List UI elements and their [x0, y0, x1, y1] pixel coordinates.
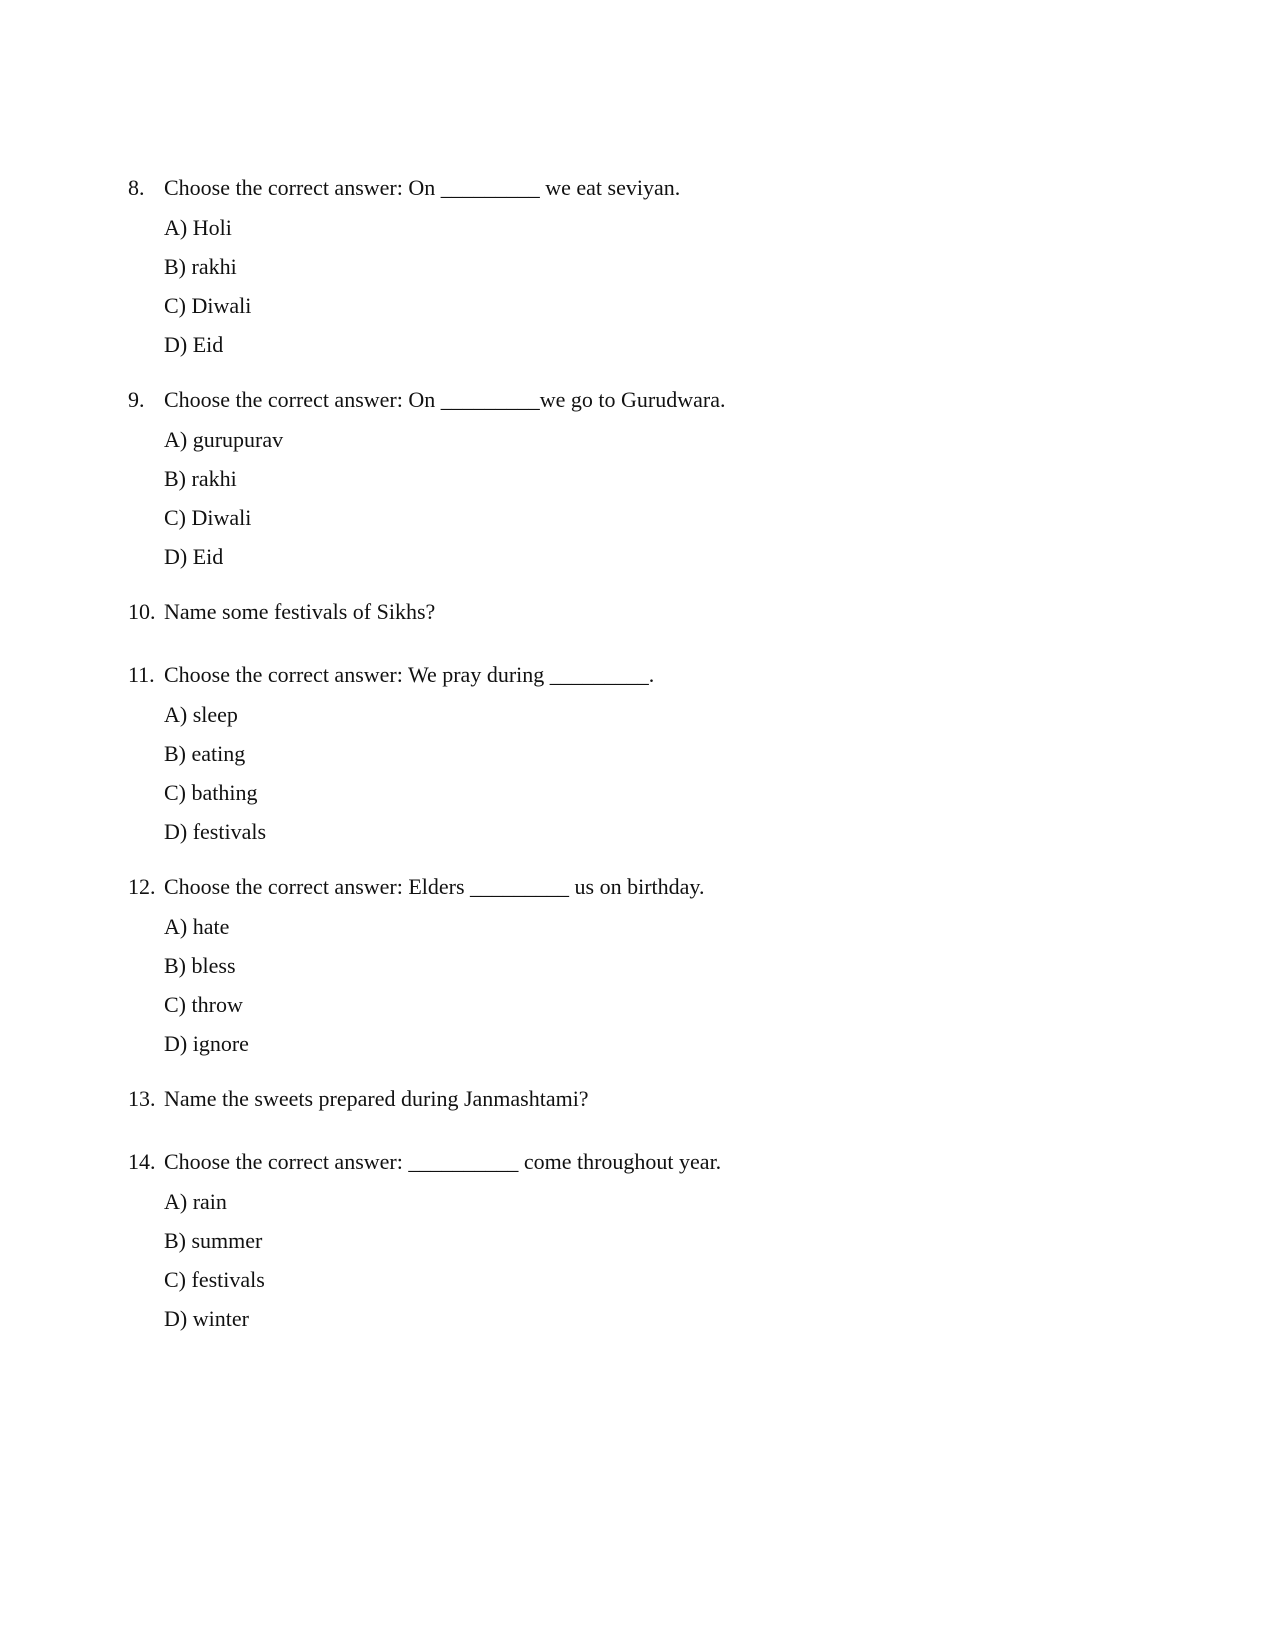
question-text: Choose the correct answer: Elders _________ us on birthday.: [164, 874, 705, 899]
question-line: [128, 173, 1128, 203]
answer-option: C) Diwali: [164, 293, 252, 318]
question-line: [128, 872, 1128, 902]
question-number: 14.: [128, 1149, 156, 1174]
answer-option: A) sleep: [164, 702, 238, 727]
question-9: [128, 385, 1128, 581]
question-number: 10.: [128, 599, 156, 624]
question-number: 9.: [128, 387, 145, 412]
question-11: [128, 660, 1128, 856]
question-number: 8.: [128, 175, 145, 200]
question-number: 12.: [128, 874, 156, 899]
question-number: 11.: [128, 662, 155, 687]
answer-options: [164, 425, 1128, 581]
question-text: Name the sweets prepared during Janmashtami?: [164, 1086, 589, 1111]
question-text: Choose the correct answer: On _________we go to Gurudwara.: [164, 387, 726, 412]
question-12: [128, 872, 1128, 1068]
question-8: [128, 173, 1128, 369]
answer-options: [164, 1187, 1128, 1343]
answer-option: B) rakhi: [164, 254, 237, 279]
answer-option: B) rakhi: [164, 466, 237, 491]
answer-option: C) Diwali: [164, 505, 252, 530]
question-line: [128, 1147, 1128, 1177]
answer-options: [164, 700, 1128, 856]
question-line: [128, 660, 1128, 690]
question-line: [128, 385, 1128, 415]
answer-option: D) winter: [164, 1306, 249, 1331]
answer-option: D) festivals: [164, 819, 267, 844]
answer-option: A) Holi: [164, 215, 232, 240]
answer-option: A) rain: [164, 1189, 227, 1214]
answer-option: B) summer: [164, 1228, 263, 1253]
answer-option: C) festivals: [164, 1267, 265, 1292]
answer-options: [164, 912, 1128, 1068]
question-text: Choose the correct answer: __________ come throughout year.: [164, 1149, 722, 1174]
answer-option: A) hate: [164, 914, 230, 939]
answer-options: [164, 213, 1128, 369]
question-text: Choose the correct answer: We pray during _________.: [164, 662, 655, 687]
question-text: Choose the correct answer: On _________ we eat seviyan.: [164, 175, 681, 200]
question-13: [128, 1084, 1128, 1114]
answer-option: B) bless: [164, 953, 236, 978]
answer-option: D) ignore: [164, 1031, 249, 1056]
question-number: 13.: [128, 1086, 156, 1111]
question-10: [128, 597, 1128, 627]
answer-option: A) gurupurav: [164, 427, 284, 452]
question-text: Name some festivals of Sikhs?: [164, 599, 436, 624]
question-line: [128, 1084, 1128, 1114]
answer-option: B) eating: [164, 741, 246, 766]
question-14: [128, 1147, 1128, 1343]
answer-option: D) Eid: [164, 544, 224, 569]
answer-option: C) throw: [164, 992, 243, 1017]
answer-option: D) Eid: [164, 332, 224, 357]
question-line: [128, 597, 1128, 627]
answer-option: C) bathing: [164, 780, 258, 805]
